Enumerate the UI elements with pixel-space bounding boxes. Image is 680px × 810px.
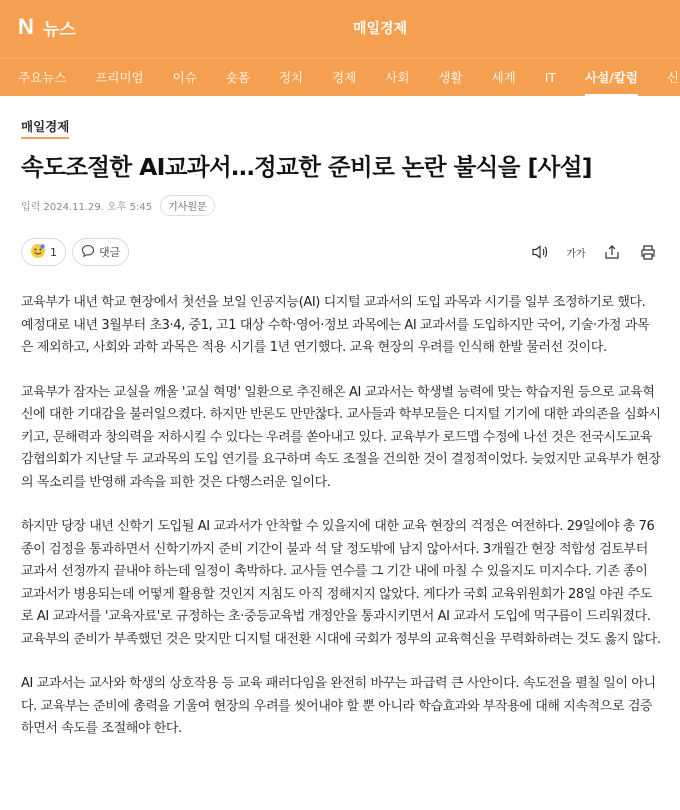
original-article-button[interactable]: 기사원문 [160, 195, 215, 216]
share-icon[interactable] [601, 242, 623, 262]
speech-bubble-icon [81, 244, 95, 261]
article-actions [21, 238, 659, 266]
reaction-count: 1 [50, 245, 57, 259]
article-paragraph: 교육부가 내년 학교 현장에서 첫선을 보일 인공지능(AI) 디지털 교과서의 도입 과목과 시기를 일부 조정하기로 했다. 예정대로 내년 3월부터 초3·4, 중1, 고1 대상 수학·영어·정보 과목에는 AI 교과서를 도입하지만 국어, 기술·가정 과목은 제외하고, 사회와 과학 과목은 적용 시기를 1년 연기했다. 교육 현장의 우려를 인식해 한발 물러선 것이다. [21, 295, 650, 355]
press-name[interactable]: 매일경제 [21, 117, 69, 139]
nav-item[interactable]: 주요뉴스 [18, 70, 67, 85]
nav-item[interactable]: 숏폼 [225, 70, 250, 85]
naver-logo[interactable]: N [18, 14, 33, 39]
article-paragraph: 하지만 당장 내년 신학기 도입될 AI 교과서가 안착할 수 있을지에 대한 교육 현장의 걱정은 여전하다. 29일에야 총 76종이 검정을 통과하면서 신학기까지 준비 기간이 불과 석 달 정도밖에 남지 않아서다. 3개월간 현장 적합성 검토부터 교과서 선정까지 끝내야 하는데 일정이 촉박하다. 교사들 연수를 그 기간 내에 마칠 수 있을지도 미지수다. 기존 종이 교과서가 병용되는데 어떻게 활용할 것인지 지침도 아직 정해지지 않았다. 게다가 국회 교육위원회가 28일 야권 주도로 AI 교과서를 '교육자료'로 규정하는 초·중등교육법 개정안을 통과시키면서 AI 교과서 도입에 먹구름이 드리워졌다. 교육부의 준비가 부족했던 것은 맞지만 디지털 대전환 시대에 국회가 정부의 교육혁신을 무력화하려는 것도 옳지 않다. [21, 519, 661, 647]
nav-item[interactable]: 사회 [385, 70, 410, 85]
emoji-face-icon [30, 243, 46, 262]
speaker-icon[interactable] [529, 242, 551, 262]
article-paragraph: AI 교과서는 교사와 학생의 상호작용 등 교육 패러다임을 완전히 바꾸는 파급력 큰 사안이다. 속도전을 펼칠 일이 아니다. 교육부는 준비에 총력을 기울여 현장의 우려를 씻어내야 할 뿐 아니라 학습효과와 부작용에 대해 지속적으로 검증하면서 속도를 조절해야 한다. [21, 676, 656, 736]
article-headline: 속도조절한 AI교과서…정교한 준비로 논란 불식을 [사설] [21, 153, 592, 181]
nav-item[interactable]: 프리미엄 [95, 70, 144, 85]
nav-item[interactable]: 사설/칼럼 [585, 59, 638, 96]
press-title[interactable]: 매일경제 [352, 21, 408, 37]
font-size-button[interactable]: 가가 [566, 248, 586, 260]
category-list [18, 59, 680, 96]
article-paragraph: 교육부가 잠자는 교실을 깨울 '교실 혁명' 일환으로 추진해온 AI 교과서는 학생별 능력에 맞는 학습지원 등으로 교육혁신에 대한 기대감을 불러일으켰다. 하지만 반론도 만만찮다. 교사들과 학부모들은 디지털 기기에 대한 과의존을 심화시키고, 문해력과 창의력을 저하시킬 수 있다는 우려를 쏟아내고 있다. 교육부가 로드맵 수정에 나선 것은 전국시도교육감협의회가 지난달 두 교과목의 도입 연기를 요구하며 속도 조절을 건의한 것이 결정적이었다. 늦었지만 교육부가 현장의 목소리를 반영해 과속을 피한 것은 다행스러운 일이다. [21, 384, 661, 490]
category-nav [0, 58, 680, 96]
reaction-button[interactable] [21, 238, 66, 266]
nav-item[interactable]: 이슈 [172, 70, 197, 85]
comment-button[interactable] [72, 238, 129, 266]
top-header [0, 0, 680, 58]
article-tools [529, 242, 659, 262]
nav-item[interactable]: 정치 [278, 70, 304, 85]
nav-item[interactable]: 경제 [332, 70, 357, 85]
nav-item[interactable]: 신 [666, 70, 679, 85]
nav-item[interactable]: IT [544, 70, 557, 85]
article-meta [21, 195, 659, 216]
nav-item[interactable]: 생활 [438, 70, 463, 85]
article [0, 96, 680, 741]
article-body [21, 292, 661, 741]
news-section-label[interactable]: 뉴스 [42, 19, 76, 40]
published-date: 입력 2024.11.29. 오후 5:45 [21, 202, 153, 213]
comment-label: 댓글 [99, 246, 121, 259]
print-icon[interactable] [637, 242, 659, 262]
nav-item[interactable]: 세계 [491, 70, 516, 85]
